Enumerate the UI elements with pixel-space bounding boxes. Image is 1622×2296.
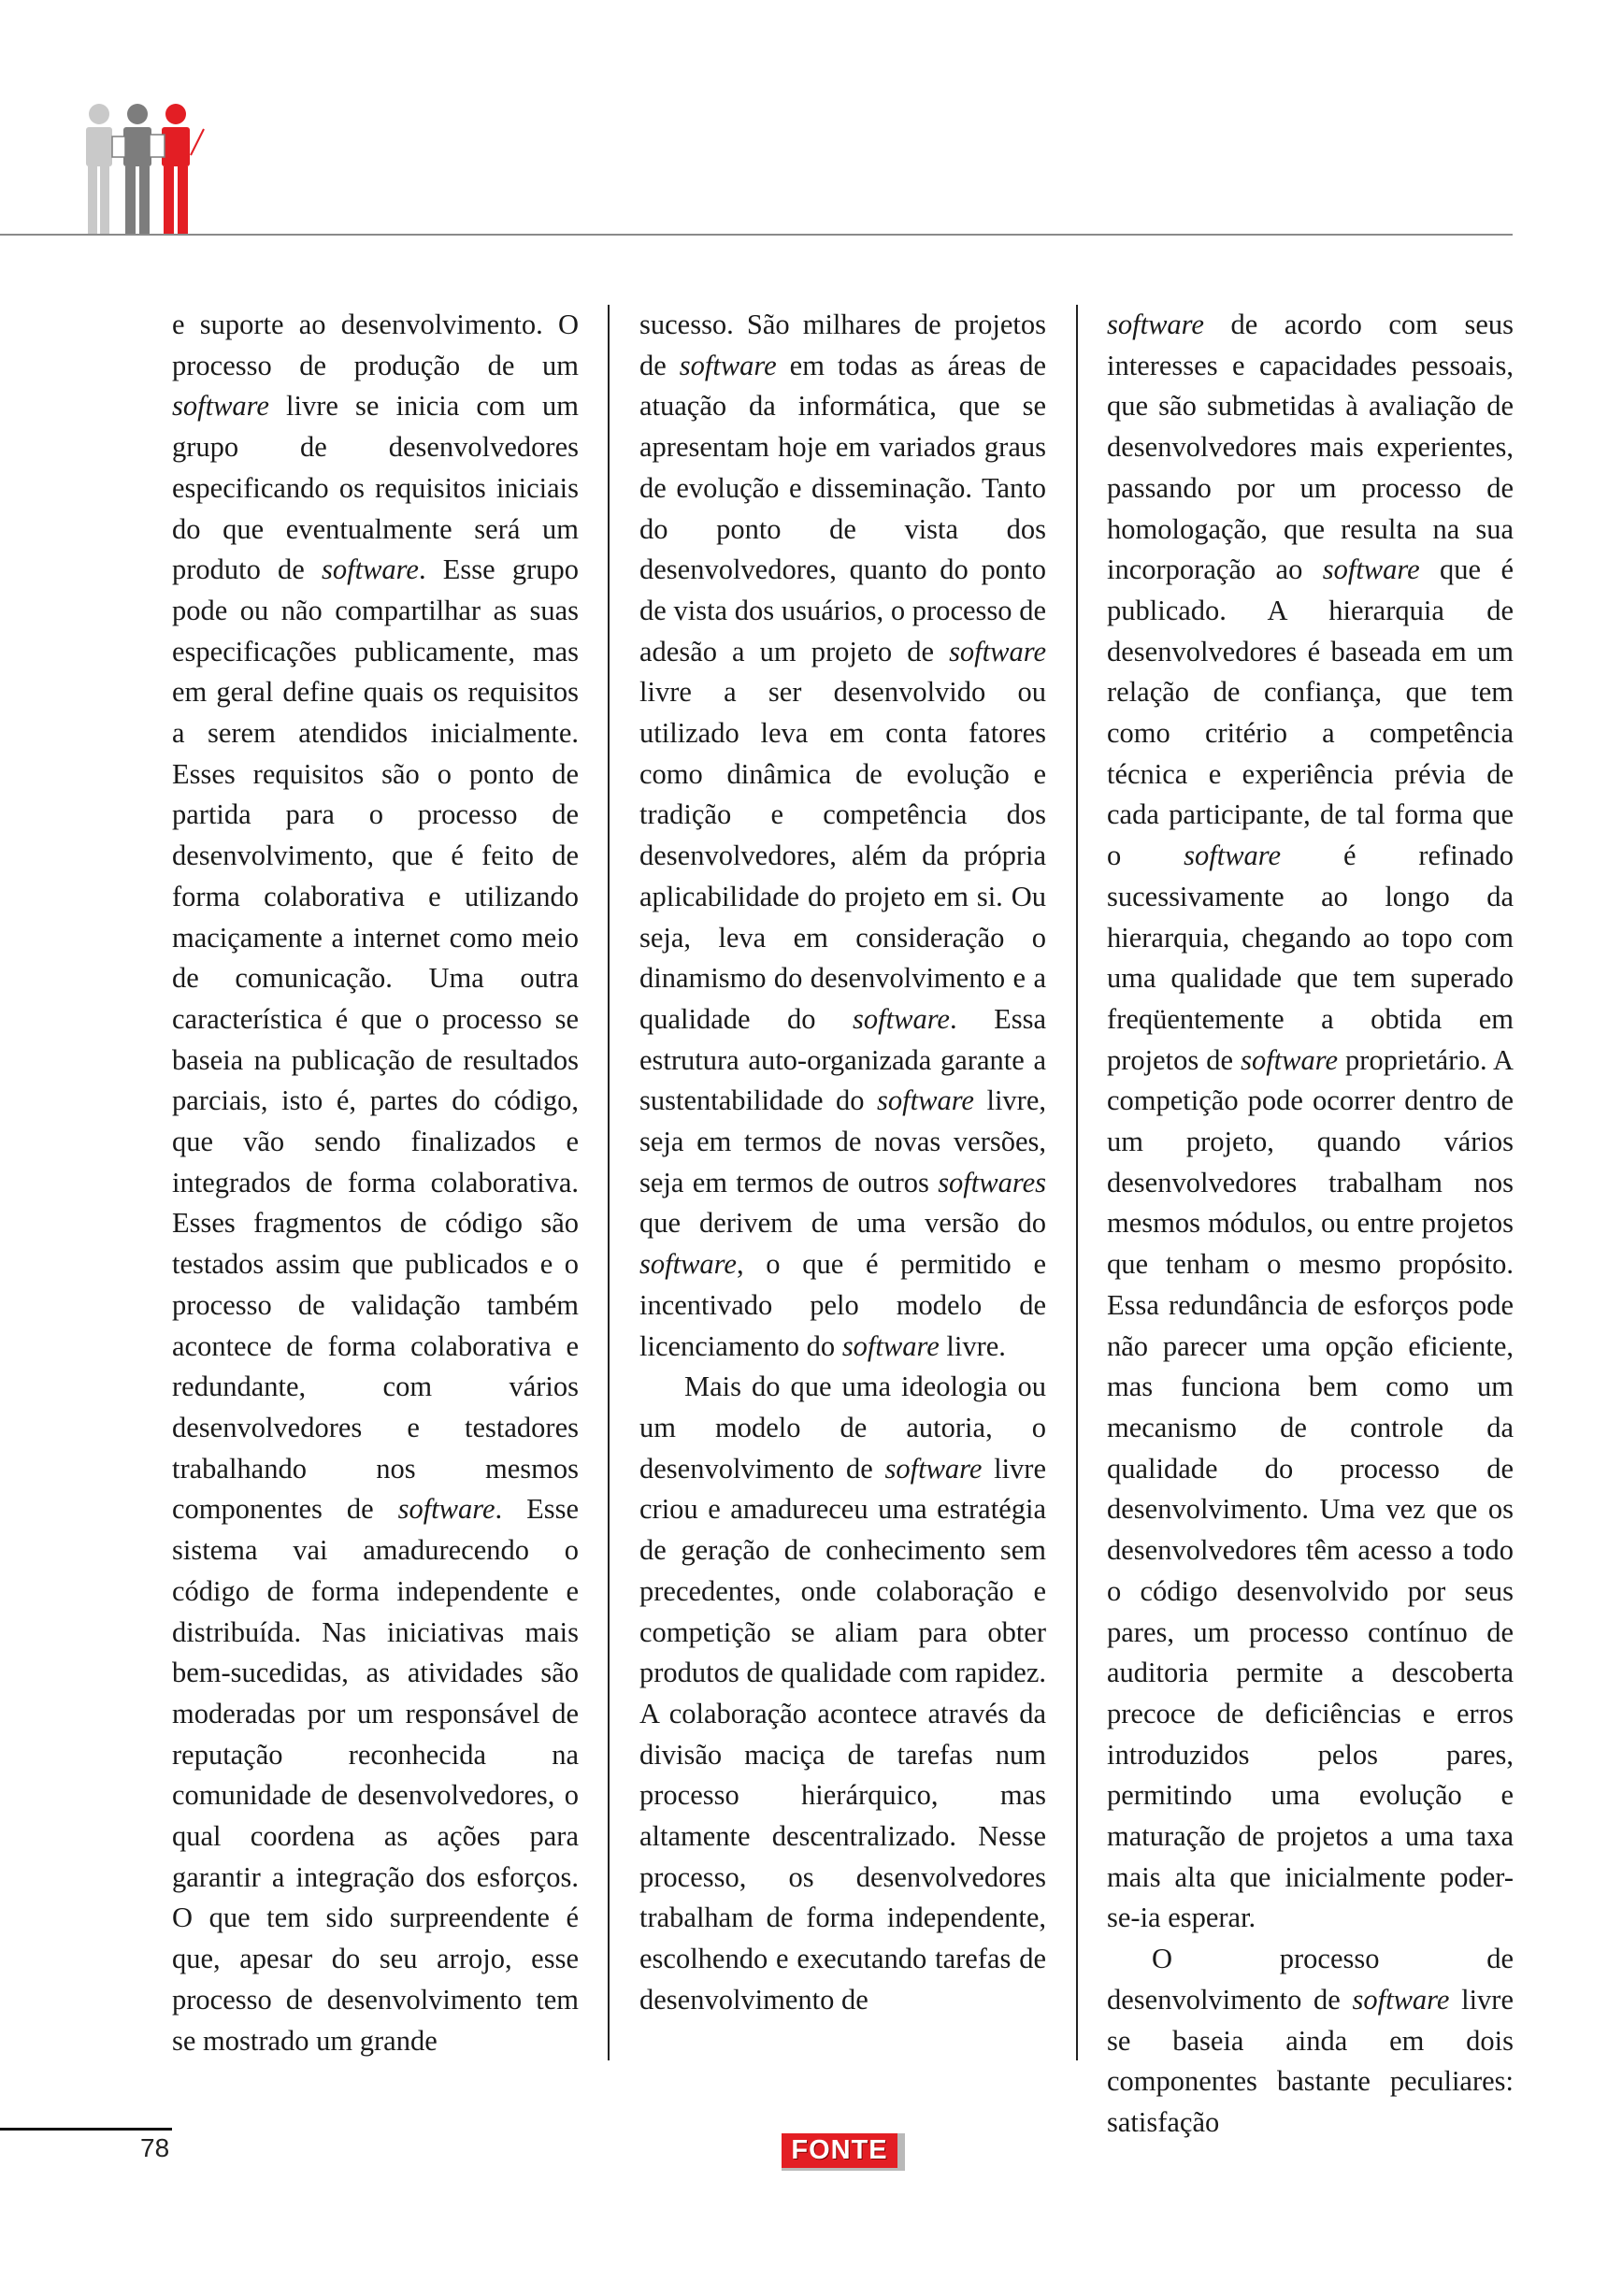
people-figures-icon — [75, 101, 215, 241]
text-column-2 — [639, 305, 1046, 2021]
paragraph: sucesso. São milhares de projetos de software em todas as áreas de atuação da informática, que se apresentam hoje em variados graus de evolução e disseminação. Tanto do ponto de vista dos desenvolvedores, quanto do ponto de vista dos usuários, o processo de adesão a um projeto de software livre a ser desenvolvido ou utilizado leva em conta fatores como dinâmica de evolução e tradição e competência dos desenvolvedores, além da própria aplicabilidade do projeto em si. Ou seja, leva em consideração o dinamismo do desenvolvimento e a qualidade do software. Essa estrutura auto-organizada garante a sustentabilidade do software livre, seja em termos de novas versões, seja em termos de outros softwares que derivem de uma versão do software, o que é permitido e incentivado pelo modelo de licenciamento do software livre. — [639, 309, 1046, 1362]
column-divider — [608, 305, 610, 2060]
footer-rule — [0, 2128, 172, 2131]
header-rule — [0, 234, 1513, 236]
paragraph: O processo de desenvolvimento de software livre se baseia ainda em dois componentes bastante peculiares: satisfação — [1107, 1943, 1514, 2138]
fonte-logo-text: FONTE — [791, 2135, 888, 2165]
column-divider — [1076, 305, 1078, 2060]
paragraph: Mais do que uma ideologia ou um modelo de autoria, o desenvolvimento de software livre criou e amadureceu uma estratégia de geração de conhecimento sem precedentes, onde colaboração e competição se aliam para obter produtos de qualidade com rapidez. A colaboração acontece através da divisão maciça de tarefas num processo hierárquico, mas altamente descentralizado. Nesse processo, os desenvolvedores trabalham de forma independente, escolhendo e executando tarefas de desenvolvimento de — [639, 1370, 1046, 2016]
text-column-1 — [172, 305, 579, 2061]
paragraph: software de acordo com seus interesses e capacidades pessoais, que são submetidas à avaliação de desenvolvedores mais experientes, passando por um processo de homologação, que resulta na sua incorporação ao software que é publicado. A hierarquia de desenvolvedores é baseada em um relação de confiança, que tem como critério a competência técnica e experiência prévia de cada participante, de tal forma que o software é refinado sucessivamente ao longo da hierarquia, chegando ao topo com uma qualidade que tem superado freqüentemente a obtida em projetos de software proprietário. A competição pode ocorrer dentro de um projeto, quando vários desenvolvedores trabalham nos mesmos módulos, ou entre projetos que tenham o mesmo propósito. Essa redundância de esforços pode não parecer uma opção eficiente, mas funciona bem como um mecanismo de controle da qualidade do processo de desenvolvimento. Uma vez que os desenvolvedores têm acesso a todo o código desenvolvido por seus pares, um processo contínuo de auditoria permite a descoberta precoce de deficiências e erros introduzidos pelos pares, permitindo uma evolução e maturação de projetos a uma taxa mais alta que inicialmente poder-se-ia esperar. — [1107, 309, 1514, 1934]
page-number: 78 — [140, 2133, 170, 2162]
paragraph: e suporte ao desenvolvimento. O processo de produção de um software livre se inicia com um grupo de desenvolvedores especificando os requisitos iniciais do que eventualmente será um produto de software. Esse grupo pode ou não compartilhar as suas especificações publicamente, mas em geral define quais os requisitos a serem atendidos inicialmente. Esses requisitos são o ponto de partida para o processo de desenvolvimento, que é feito de forma colaborativa e utilizando maciçamente a internet como meio de comunicação. Uma outra característica é que o processo se baseia na publicação de resultados parciais, isto é, partes do código, que vão sendo finalizados e integrados de forma colaborativa. Esses fragmentos de código são testados assim que publicados e o processo de validação também acontece de forma colaborativa e redundante, com vários desenvolvedores e testadores trabalhando nos mesmos componentes de software. Esse sistema vai amadurecendo o código de forma independente e distribuída. Nas iniciativas mais bem-sucedidas, as atividades são moderadas por um responsável de reputação reconhecida na comunidade de desenvolvedores, o qual coordena as ações para garantir a integração dos esforços. O que tem sido surpreendente é que, apesar do seu arrojo, esse processo de desenvolvimento tem se mostrado um grande — [172, 309, 579, 2057]
fonte-logo — [782, 2133, 905, 2171]
text-column-3 — [1107, 305, 1514, 2144]
